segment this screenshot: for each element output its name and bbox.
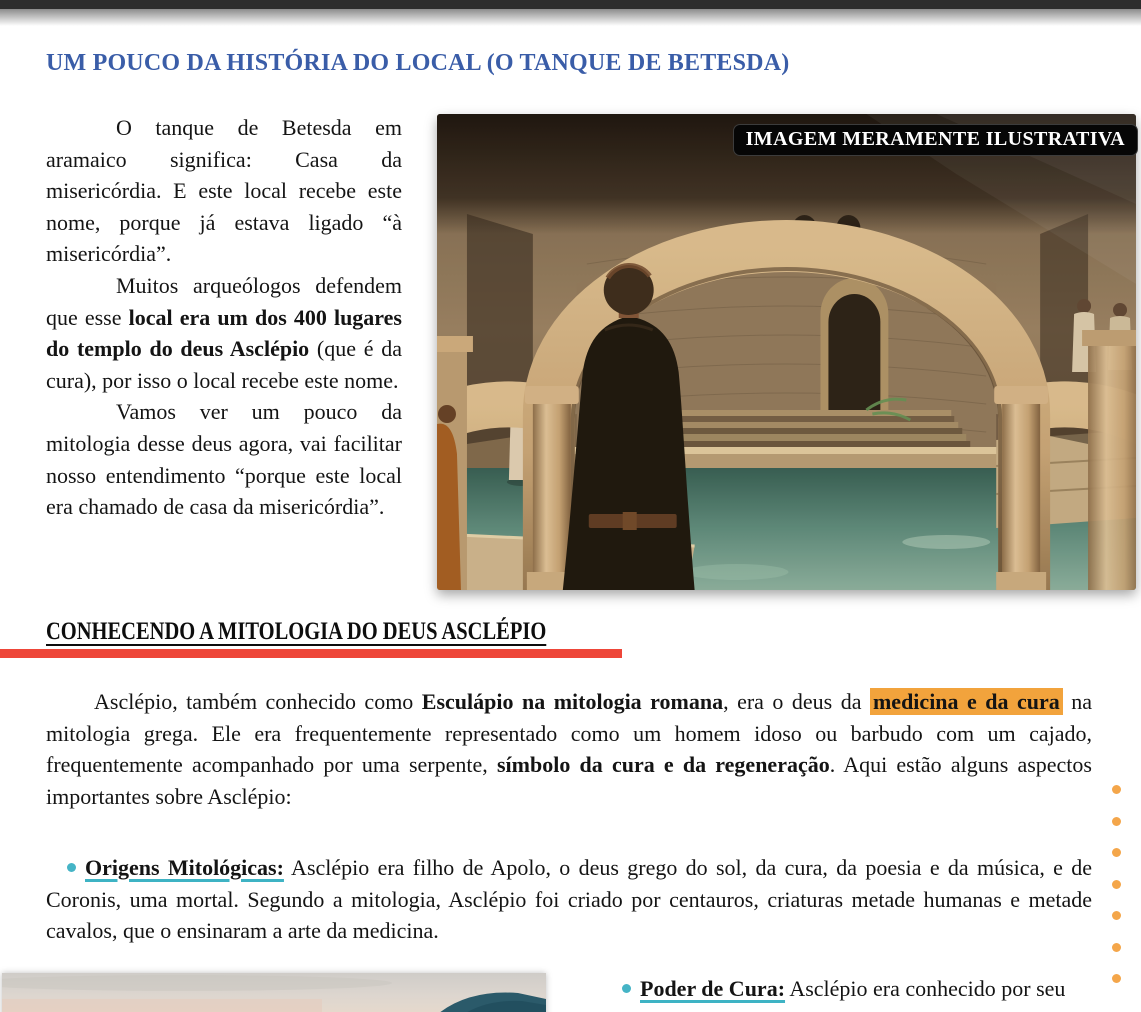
healing-bullet-item: Poder de Cura: Asclépio era conhecido por seu bbox=[622, 973, 1102, 1005]
orange-bullet-dot bbox=[1112, 817, 1121, 826]
history-paragraph-2: Muitos arqueólogos defendem que esse local era um dos 400 lugares do templo do deus Asclépio (que é da cura), por isso o local recebe este nome. bbox=[46, 272, 402, 393]
illustration-figure bbox=[437, 114, 1136, 590]
history-paragraph-1: O tanque de Betesda em aramaico significa: Casa da misericórdia. E este local recebe este nome, porque já estava ligado “à misericórdia”. bbox=[46, 115, 402, 267]
healing-label: Poder de Cura: bbox=[640, 976, 786, 1001]
side-dot-column bbox=[1112, 785, 1121, 983]
orange-bullet-dot bbox=[1112, 974, 1121, 983]
orange-bullet-dot bbox=[1112, 943, 1121, 952]
courtyard-illustration bbox=[437, 114, 1136, 590]
illustration-banner: IMAGEM MERAMENTE ILUSTRATIVA bbox=[733, 124, 1138, 156]
page-edge-bar bbox=[0, 0, 1141, 9]
bottom-illustration bbox=[2, 973, 546, 1012]
orange-bullet-dot bbox=[1112, 880, 1121, 889]
origins-label: Origens Mitológicas: bbox=[85, 855, 284, 880]
red-underline-bar bbox=[0, 649, 622, 658]
article-title: UM POUCO DA HISTÓRIA DO LOCAL (O TANQUE DE BETESDA) bbox=[46, 50, 790, 76]
asclepius-intro-paragraph: Asclépio, também conhecido como Esculápio na mitologia romana, era o deus da medicina e da cura na mitologia grega. Ele era frequentemente representado como um homem idoso ou barbudo com um cajado, frequentemente acompanhado por uma serpente, símbolo da cura e da regeneração. Aqui estão alguns aspectos importantes sobre Asclépio: bbox=[46, 689, 1092, 809]
teal-bullet-icon bbox=[622, 984, 631, 993]
history-paragraph-3: Vamos ver um pouco da mitologia desse deus agora, vai facilitar nosso entendimento “porque este local era chamado de casa da misericórdia”. bbox=[46, 399, 402, 520]
orange-bullet-dot bbox=[1112, 911, 1121, 920]
section-title-mythology: CONHECENDO A MITOLOGIA DO DEUS ASCLÉPIO bbox=[46, 618, 547, 645]
teal-bullet-icon bbox=[67, 863, 76, 872]
page-edge-shadow bbox=[0, 9, 1141, 26]
orange-bullet-dot bbox=[1112, 785, 1121, 794]
orange-bullet-dot bbox=[1112, 848, 1121, 857]
history-text-column bbox=[46, 112, 402, 523]
origins-bullet-item: Origens Mitológicas: Asclépio era filho de Apolo, o deus grego do sol, da cura, da poesia e da música, e de Coronis, uma mortal. Segundo a mitologia, Asclépio foi criado por centauros, criaturas metade humanas e metade cavalos, que o ensinaram a arte da medicina. bbox=[46, 855, 1092, 944]
sky-illustration bbox=[2, 973, 546, 1012]
